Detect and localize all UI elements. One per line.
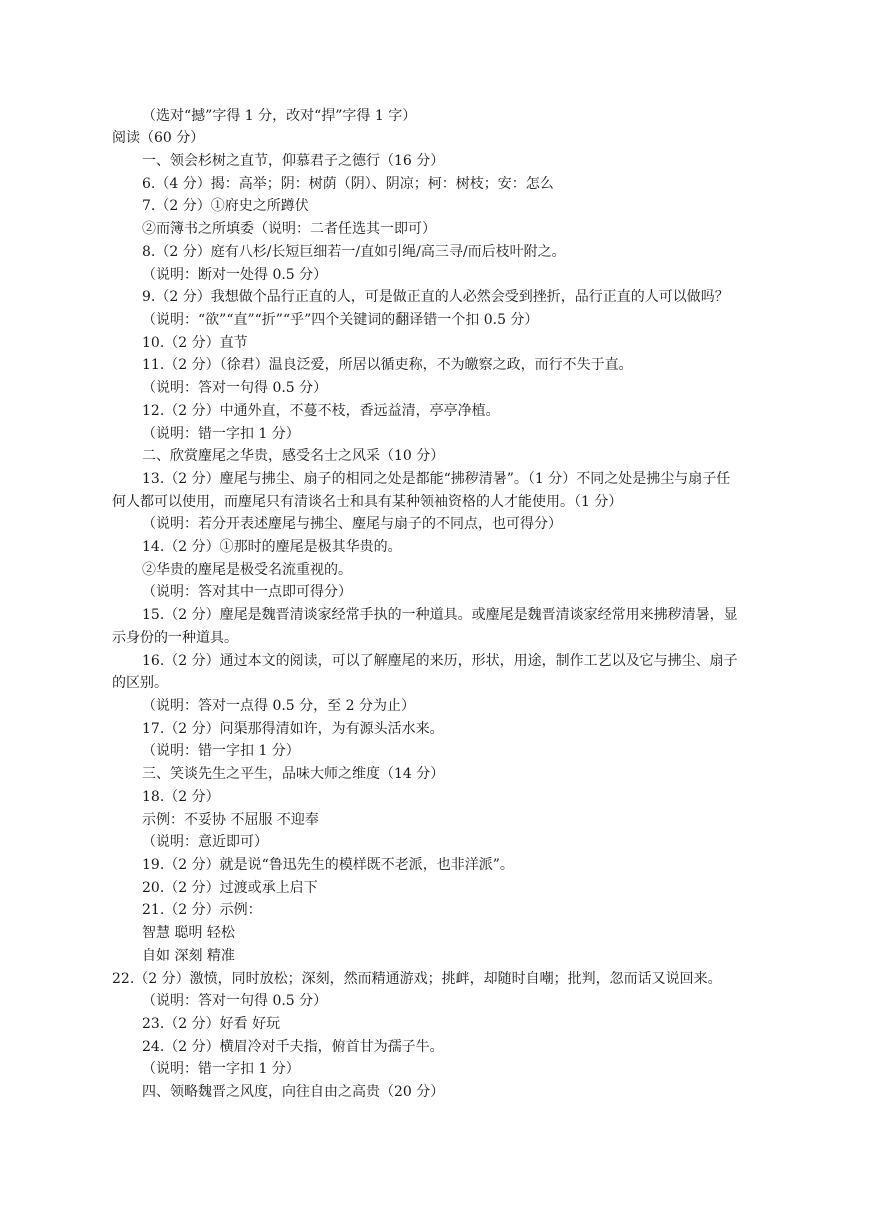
answer-line: 24.（2 分）横眉冷对千夫指，俯首甘为孺子牛。 (142, 1039, 444, 1055)
note-line: （说明：断对一处得 0.5 分） (142, 267, 328, 283)
section-heading: 三、笑谈先生之平生，品味大师之维度（14 分） (142, 766, 445, 782)
answer-line: 16.（2 分）通过本文的阅读，可以了解麈尾的来历，形状，用途，制作工艺以及它与拂尘、扇子 (142, 653, 738, 669)
note-line: （说明：意近即可） (142, 834, 268, 850)
note-line: （说明：答对一句得 0.5 分） (142, 380, 328, 396)
answer-line: 22.（2 分）激愤，同时放松；深刻，然而精通游戏；挑衅，却随时自嘲；批判，忽而话又说回来。 (112, 971, 722, 987)
note-line: （说明：错一字扣 1 分） (142, 743, 300, 759)
section-heading: 阅读（60 分） (112, 130, 205, 146)
answer-line: 7.（2 分）①府史之所蹲伏 (142, 198, 309, 214)
answer-line: 12.（2 分）中通外直，不蔓不枝，香远益清，亭亭净植。 (142, 403, 500, 419)
note-line: （说明：答对一句得 0.5 分） (142, 993, 328, 1009)
answer-line: 自如 深刻 精准 (142, 948, 235, 964)
answer-line: 19.（2 分）就是说“鲁迅先生的模样既不老派，也非洋派”。 (142, 857, 514, 873)
answer-line: 20.（2 分）过渡或承上启下 (142, 880, 318, 896)
answer-line: 21.（2 分）示例： (142, 902, 262, 918)
answer-line: 14.（2 分）①那时的麈尾是极其华贵的。 (142, 539, 402, 555)
note-line: （说明：答对一点得 0.5 分，至 2 分为止） (142, 698, 415, 714)
answer-line: 示身份的一种道具。 (112, 630, 238, 646)
section-heading: 一、领会杉树之直节，仰慕君子之德行（16 分） (142, 153, 445, 169)
answer-line: 11.（2 分）（徐君）温良泛爱，所居以循吏称，不为皦察之政，而行不失于直。 (142, 357, 633, 373)
answer-line: 8.（2 分）庭有八杉/长短巨细若一/直如引绳/高三寻/而后枝叶附之。 (142, 244, 566, 260)
answer-line: 17.（2 分）问渠那得清如许，为有源头活水来。 (142, 721, 444, 737)
answer-line: ②华贵的麈尾是极受名流重视的。 (142, 562, 352, 578)
answer-line: 何人都可以使用，而麈尾只有清谈名士和具有某种领袖资格的人才能使用。（1 分） (112, 494, 623, 510)
note-line: （说明：错一字扣 1 分） (142, 426, 300, 442)
answer-line: 15.（2 分）麈尾是魏晋清谈家经常手执的一种道具。或麈尾是魏晋清谈家经常用来拂秽清暑，显 (142, 607, 738, 623)
note-line: （说明：“欲”“直”“折”“乎”四个关键词的翻译错一个扣 0.5 分） (142, 312, 539, 328)
answer-line: 23.（2 分）好看 好玩 (142, 1016, 281, 1032)
answer-line: 10.（2 分）直节 (142, 335, 248, 351)
answer-line: 6.（4 分）揭：高举；阴：树荫（阴）、阴凉；柯：树枝；安：怎么 (142, 176, 554, 192)
answer-line: ②而簿书之所填委（说明：二者任选其一即可） (142, 221, 436, 237)
answer-line: 智慧 聪明 轻松 (142, 925, 235, 941)
note-line: （说明：若分开表述麈尾与拂尘、麈尾与扇子的不同点，也可得分） (142, 516, 562, 532)
answer-line: 18.（2 分） (142, 789, 220, 805)
text-line: （选对“撼”字得 1 分，改对“捍”字得 1 字） (142, 108, 417, 124)
answer-line: 示例：不妥协 不屈服 不迎奉 (142, 812, 319, 828)
note-line: （说明：错一字扣 1 分） (142, 1061, 300, 1077)
answer-line: 9.（2 分）我想做个品行正直的人，可是做正直的人必然会受到挫折，品行正直的人可以做吗？ (142, 289, 729, 305)
answer-line: 的区别。 (112, 675, 168, 691)
note-line: （说明：答对其中一点即可得分） (142, 584, 352, 600)
section-heading: 二、欣赏麈尾之华贵，感受名士之风采（10 分） (142, 448, 445, 464)
section-heading: 四、领略魏晋之风度，向往自由之高贵（20 分） (142, 1084, 445, 1100)
answer-line: 13.（2 分）麈尾与拂尘、扇子的相同之处是都能“拂秽清暑”。（1 分）不同之处是拂尘与扇子任 (142, 471, 731, 487)
